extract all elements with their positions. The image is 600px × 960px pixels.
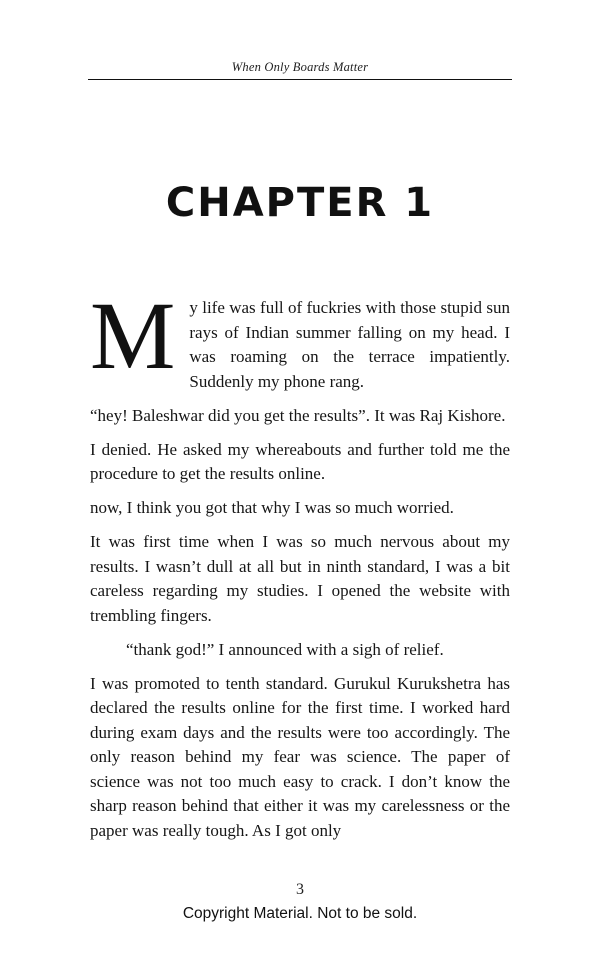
running-header: When Only Boards Matter [231, 60, 369, 74]
paragraph [90, 282, 510, 394]
chapter-title: CHAPTER 1 [165, 180, 435, 226]
page-number: 3 [296, 881, 304, 898]
drop-cap: M [90, 282, 176, 389]
paragraph: now, I think you got that why I was so much worried. [90, 498, 454, 517]
paragraph: I denied. He asked my whereabouts and further told me the procedure to get the results online. [90, 439, 510, 483]
paragraph: “thank god!” I announced with a sigh of relief. [126, 639, 444, 659]
paragraph-text: y life was full of fuckries with those stupid sun rays of Indian summer falling on my head. I was roaming on the terrace impatiently. Suddenly my phone rang. [189, 298, 510, 391]
paragraph: “hey! Baleshwar did you get the results”. It was Raj Kishore. [90, 405, 506, 425]
copyright-notice: Copyright Material. Not to be sold. [182, 905, 418, 922]
chapter-body [90, 282, 510, 853]
paragraph: I was promoted to tenth standard. Gurukul Kurukshetra has declared the results online for the first time. I worked hard during exam days and the results were too accordingly. The only reason behind my fear was science. The paper of science was not too much easy to crack. I don’t know the sharp reason behind that either it was my carelessness or the paper was really tough. As I got only [90, 673, 510, 840]
paragraph: It was first time when I was so much nervous about my results. I wasn’t dull at all but in ninth standard, I was a bit careless regarding my studies. I opened the website with trembling fingers. [90, 532, 510, 625]
header-rule [88, 79, 512, 80]
